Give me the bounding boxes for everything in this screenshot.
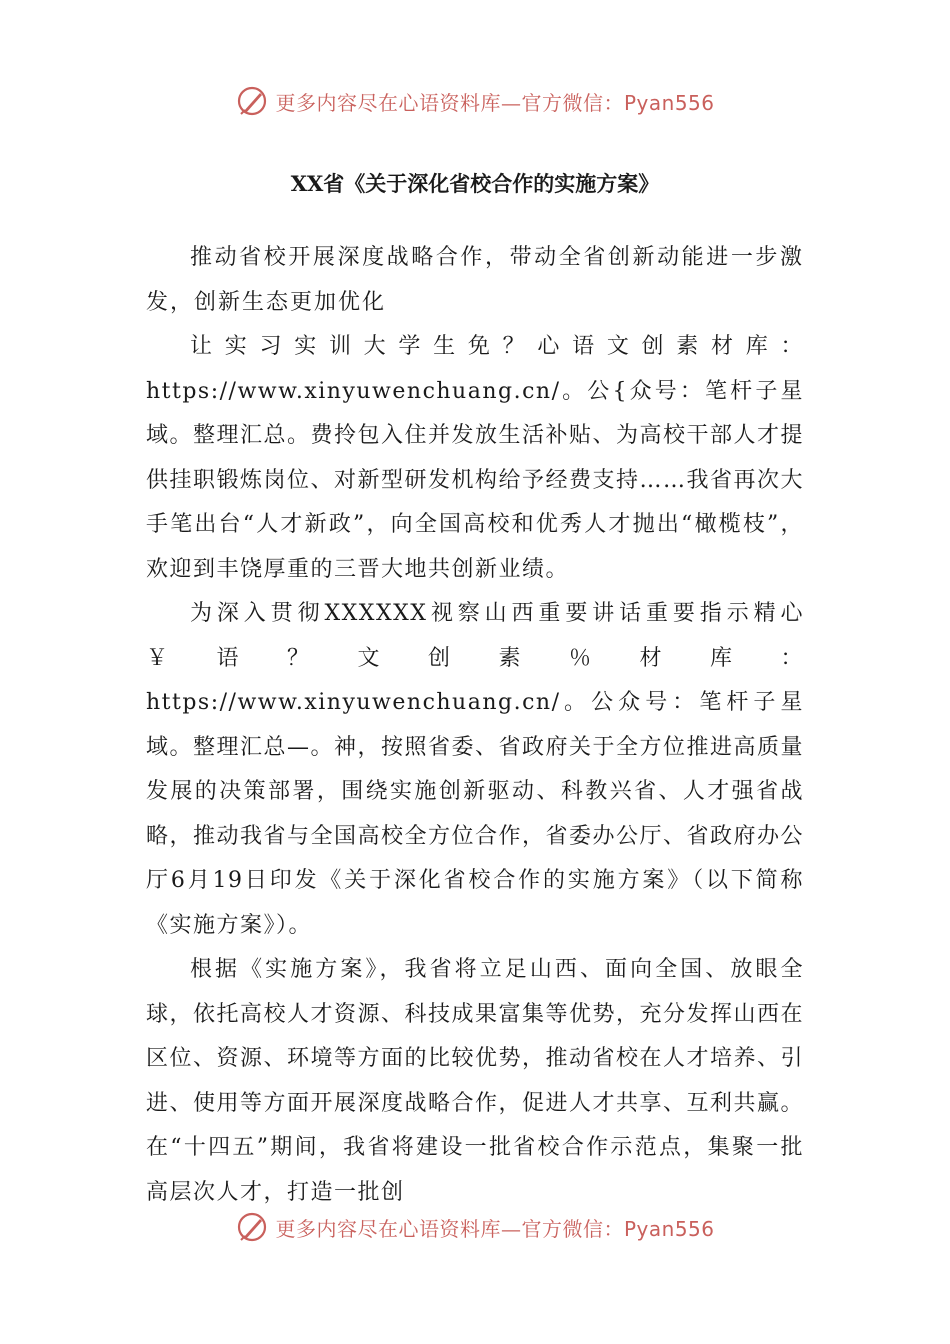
pen-logo-icon [235, 84, 269, 118]
header-watermark-banner [0, 84, 950, 124]
pen-logo-icon [235, 1210, 269, 1244]
document-body [146, 236, 804, 1215]
banner-text: 更多内容尽在心语资料库—官方微信：Pyan556 [275, 1216, 715, 1241]
paragraph-2: 让实习实训大学生免？心语文创素材库：https://www.xinyuwenchuang.cn/。公{众号：笔杆子星域。整理汇总。费拎包入住并发放生活补贴、为高校干部人才提供挂职锻炼岗位、对新型研发机构给予经费支持……我省再次大手笔出台“人才新政”，向全国高校和优秀人才抛出“橄榄枝”，欢迎到丰饶厚重的三晋大地共创新业绩。 [146, 334, 805, 582]
document-title: XX省《关于深化省校合作的实施方案》 [290, 171, 660, 196]
paragraph-3: 为深入贯彻XXXXXX视察山西重要讲话重要指示精心￥语？文创素％材库：https://www.xinyuwenchuang.cn/。公众号：笔杆子星域。整理汇总—。神，按照省委、省政府关于全方位推进高质量发展的决策部署，围绕实施创新驱动、科教兴省、人才强省战略，推动我省与全国高校全方位合作，省委办公厅、省政府办公厅6月19日印发《关于深化省校合作的实施方案》（以下简称《实施方案》）。 [146, 601, 805, 938]
banner-text: 更多内容尽在心语资料库—官方微信：Pyan556 [275, 90, 715, 115]
footer-watermark-banner [0, 1210, 950, 1250]
paragraph-1: 推动省校开展深度战略合作，带动全省创新动能进一步激发，创新生态更加优化 [146, 245, 804, 315]
paragraph-4: 根据《实施方案》，我省将立足山西、面向全国、放眼全球，依托高校人才资源、科技成果富集等优势，充分发挥山西在区位、资源、环境等方面的比较优势，推动省校在人才培养、引进、使用等方面开展深度战略合作，促进人才共享、互利共赢。在“十四五”期间，我省将建设一批省校合作示范点，集聚一批高层次人才，打造一批创 [146, 957, 805, 1205]
